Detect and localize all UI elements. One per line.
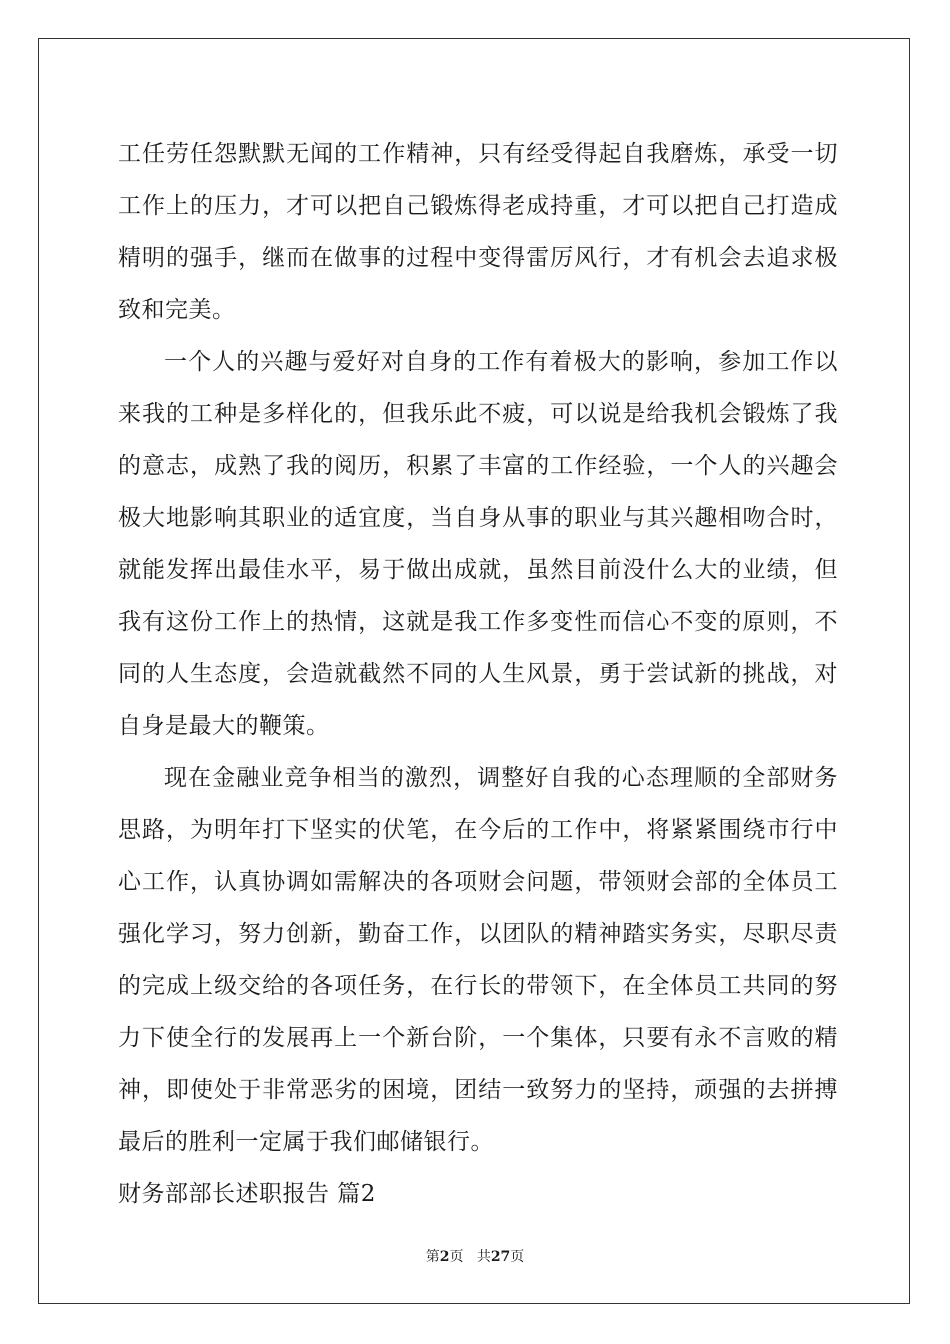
text-line: 的完成上级交给的各项任务，在行长的带领下，在全体员工共同的努 — [118, 973, 838, 999]
text-line: 力下使全行的发展再上一个新台阶，一个集体，只要有永不言败的精 — [118, 1025, 838, 1051]
page-number-current: 2 — [439, 1249, 450, 1265]
page-footer — [0, 1246, 950, 1266]
text-line: 心工作，认真协调如需解决的各项财会问题，带领财会部的全体员工 — [118, 869, 838, 895]
text-line: 极大地影响其职业的适宜度，当自身从事的职业与其兴趣相吻合时， — [118, 505, 838, 531]
text-line: 一个人的兴趣与爱好对自身的工作有着极大的影响，参加工作以 — [164, 349, 838, 375]
text-line: 致和完美。 — [118, 297, 236, 323]
text-line: 工作上的压力，才可以把自己锻炼得老成持重，才可以把自己打造成 — [118, 193, 838, 219]
text-line: 的意志，成熟了我的阅历，积累了丰富的工作经验，一个人的兴趣会 — [118, 453, 838, 479]
document-body — [118, 128, 838, 1220]
text-line: 现在金融业竞争相当的激烈，调整好自我的心态理顺的全部财务 — [164, 765, 838, 791]
paragraph — [118, 752, 838, 1168]
text-line: 神，即使处于非常恶劣的困境，团结一致努力的坚持，顽强的去拼搏 — [118, 1077, 838, 1103]
text-line: 最后的胜利一定属于我们邮储银行。 — [118, 1129, 494, 1155]
text-line: 就能发挥出最佳水平，易于做出成就，虽然目前没什么大的业绩，但 — [118, 557, 838, 583]
page-number-suffix: 页 — [449, 1249, 464, 1265]
paragraph — [118, 128, 838, 336]
total-pages-prefix: 共 — [476, 1249, 491, 1265]
text-line: 来我的工种是多样化的，但我乐此不疲，可以说是给我机会锻炼了我 — [118, 401, 838, 427]
page-number-prefix: 第 — [425, 1249, 440, 1265]
text-line: 工任劳任怨默默无闻的工作精神，只有经受得起自我磨炼，承受一切 — [118, 141, 838, 167]
total-pages-count: 27 — [490, 1249, 511, 1265]
text-line: 思路，为明年打下坚实的伏笔，在今后的工作中，将紧紧围绕市行中 — [118, 817, 838, 843]
text-line: 我有这份工作上的热情，这就是我工作多变性而信心不变的原则，不 — [118, 609, 838, 635]
text-line: 强化学习，努力创新，勤奋工作，以团队的精神踏实务实，尽职尽责 — [118, 921, 838, 947]
text-line: 同的人生态度，会造就截然不同的人生风景，勇于尝试新的挑战，对 — [118, 661, 838, 687]
paragraph — [118, 336, 838, 752]
text-line: 自身是最大的鞭策。 — [118, 713, 330, 739]
total-pages-suffix: 页 — [510, 1249, 525, 1265]
text-line: 精明的强手，继而在做事的过程中变得雷厉风行，才有机会去追求极 — [118, 245, 838, 271]
section-heading: 财务部部长述职报告 篇2 — [118, 1181, 376, 1207]
